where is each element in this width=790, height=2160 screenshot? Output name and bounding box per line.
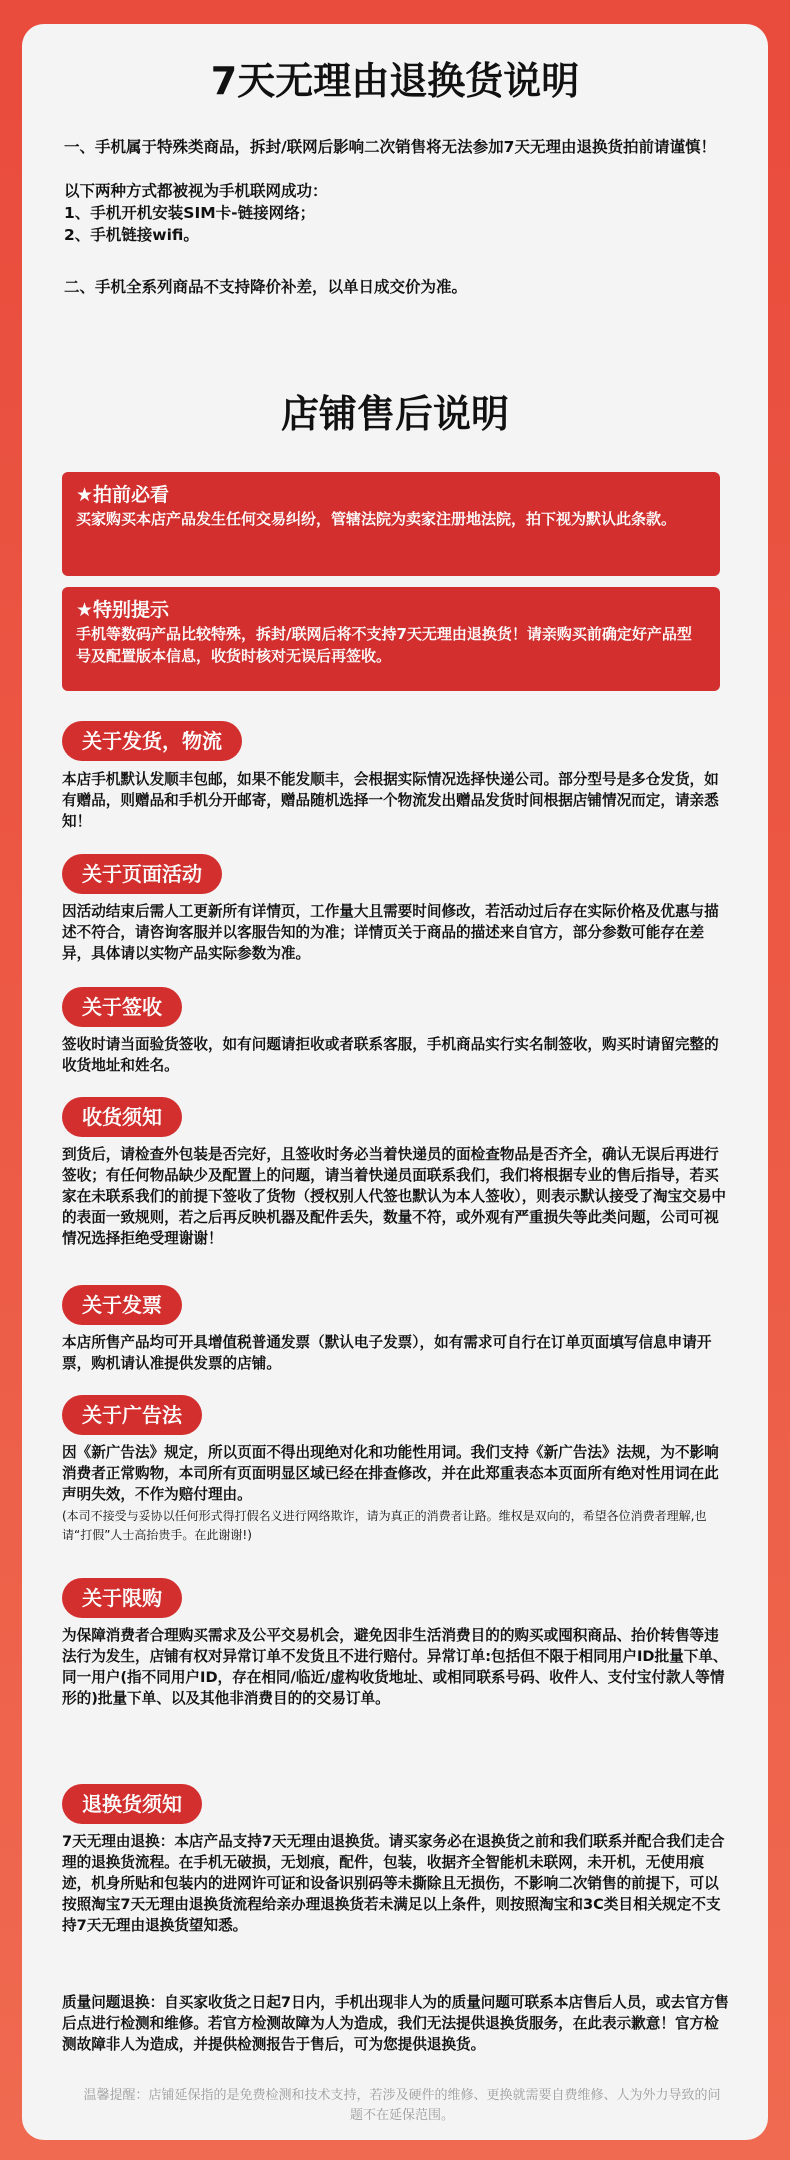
notice-box-2 [62,587,720,691]
content-card [22,24,768,2140]
receive-heading: 收货须知 [62,1097,182,1137]
notice-box-2-text: 手机等数码产品比较特殊，拆封/联网后将不支持7天无理由退换货！请亲购买前确定好产品型号及配置版本信息，收货时核对无误后再签收。 [76,625,692,665]
receive-text: 到货后，请检查外包装是否完好，且签收时务必当着快递员的面检查物品是否齐全，确认无误后再进行签收；有任何物品缺少及配置上的问题，请当着快递员面联系我们，我们将根据专业的售后指导，若买家在未联系我们的前提下签收了货物（授权别人代签也默认为本人签收），则表示默认接受了淘宝交易中的表面一致规则，若之后再反映机器及配件丢失，数量不符，或外观有严重损失等此类问题，公司可视情况选择拒绝受理谢谢！ [62,1146,727,1247]
notice-box-1-text: 买家购买本店产品发生任何交易纠纷，管辖法院为卖家注册地法院，拍下视为默认此条款。 [76,510,677,528]
return-policy-point-3: 1、手机开机安装SIM卡-链接网络； [64,204,316,222]
return-notice-text [62,1831,730,1936]
notice-box-1 [62,472,720,576]
footer-note: 温馨提醒：店铺延保指的是免费检测和技术支持，若涉及硬件的维修、更换就需要自费维修、人为外力导致的问题不在延保范围。 [83,2088,721,2123]
ad-law-small-print: (本司不接受与妥协以任何形式得打假名义进行网络欺诈，请为真正的消费者让路。维权是双向的，希望各位消费者理解,也请“打假”人士高抬贵手。在此谢谢!) [62,1509,707,1542]
invoice-heading: 关于发票 [62,1285,182,1325]
shipping-heading: 关于发货，物流 [62,721,242,761]
quality-return-text [62,1992,730,2055]
activity-text: 因活动结束后需人工更新所有详情页，工作量大且需要时间修改，若活动过后存在实际价格及优惠与描述不符合，请咨询客服并以客服告知的为准；详情页关于商品的描述来自官方，部分参数可能存在差异，具体请以实物产品实际参数为准。 [62,903,719,962]
return-policy-title: 7天无理由退换货说明 [210,59,580,103]
notice-box-2-title: ★特别提示 [76,599,170,621]
return-policy-point-2: 以下两种方式都被视为手机联网成功： [64,182,328,200]
invoice-text: 本店所售产品均可开具增值税普通发票（默认电子发票），如有需求可自行在订单页面填写信息申请开票，购机请认准提供发票的店铺。 [62,1334,712,1372]
purchase-limit-text: 为保障消费者合理购买需求及公平交易机会，避免因非生活消费目的的购买或囤积商品、抬价转售等违法行为发生，店铺有权对异常订单不发货且不进行赔付。异常订单:包括但不限于相同用户ID批量下单、同一用户(指不同用户ID，存在相同/临近/虚构收货地址、或相同联系号码、收件人、支付宝付款人等情形的)批量下单、以及其他非消费目的的交易订单。 [62,1627,728,1707]
return-notice-lead: 7天无理由退换： [62,1833,175,1850]
sign-heading: 关于签收 [62,987,182,1027]
return-notice-heading: 退换货须知 [62,1784,202,1824]
shipping-text: 本店手机默认发顺丰包邮，如果不能发顺丰，会根据实际情况选择快递公司。部分型号是多仓发货，如有赠品，则赠品和手机分开邮寄，赠品随机选择一个物流发出赠品发货时间根据店铺情况而定，请亲悉知！ [62,771,719,830]
return-policy-point-4: 2、手机链接wifi。 [64,226,199,244]
purchase-limit-heading: 关于限购 [62,1578,182,1618]
notice-box-1-title: ★拍前必看 [76,484,170,506]
after-sales-title: 店铺售后说明 [280,392,509,436]
quality-return-body: 自买家收货之日起7日内，手机出现非人为的质量问题可联系本店售后人员，或去官方售后点进行检测和维修。若官方检测故障为人为造成，我们无法提供退换货服务，在此表示歉意！官方检测故障非人为造成，并提供检测报告于售后，可为您提供退换货。 [62,1994,729,2053]
ad-law-text: 因《新广告法》规定，所以页面不得出现绝对化和功能性用词。我们支持《新广告法》法规，为不影响消费者正常购物，本司所有页面明显区域已经在排查修改，并在此郑重表态本页面所有绝对性用词在此声明失效，不作为赔付理由。 [62,1444,719,1503]
quality-return-lead: 质量问题退换： [62,1994,165,2011]
ad-law-heading: 关于广告法 [62,1395,202,1435]
return-policy-point-5: 二、手机全系列商品不支持降价补差，以单日成交价为准。 [64,278,468,296]
return-notice-body: 本店产品支持7天无理由退换货。请买家务必在退换货之前和我们联系并配合我们走合理的退换货流程。在手机无破损，无划痕，配件，包装，收据齐全智能机未联网，未开机，无使用痕迹，机身所贴和包装内的进网许可证和设备识别码等未撕除且无损伤，不影响二次销售的前提下，可以按照淘宝7天无理由退换货流程给亲办理退换货若未满足以上条件，则按照淘宝和3C类目相关规定不支持7天无理由退换货望知悉。 [62,1833,725,1934]
return-policy-point-1: 一、手机属于特殊类商品，拆封/联网后影响二次销售将无法参加7天无理由退换货拍前请谨慎！ [64,138,716,156]
sign-text: 签收时请当面验货签收，如有问题请拒收或者联系客服，手机商品实行实名制签收，购买时请留完整的收货地址和姓名。 [62,1036,719,1074]
activity-heading: 关于页面活动 [62,854,222,894]
